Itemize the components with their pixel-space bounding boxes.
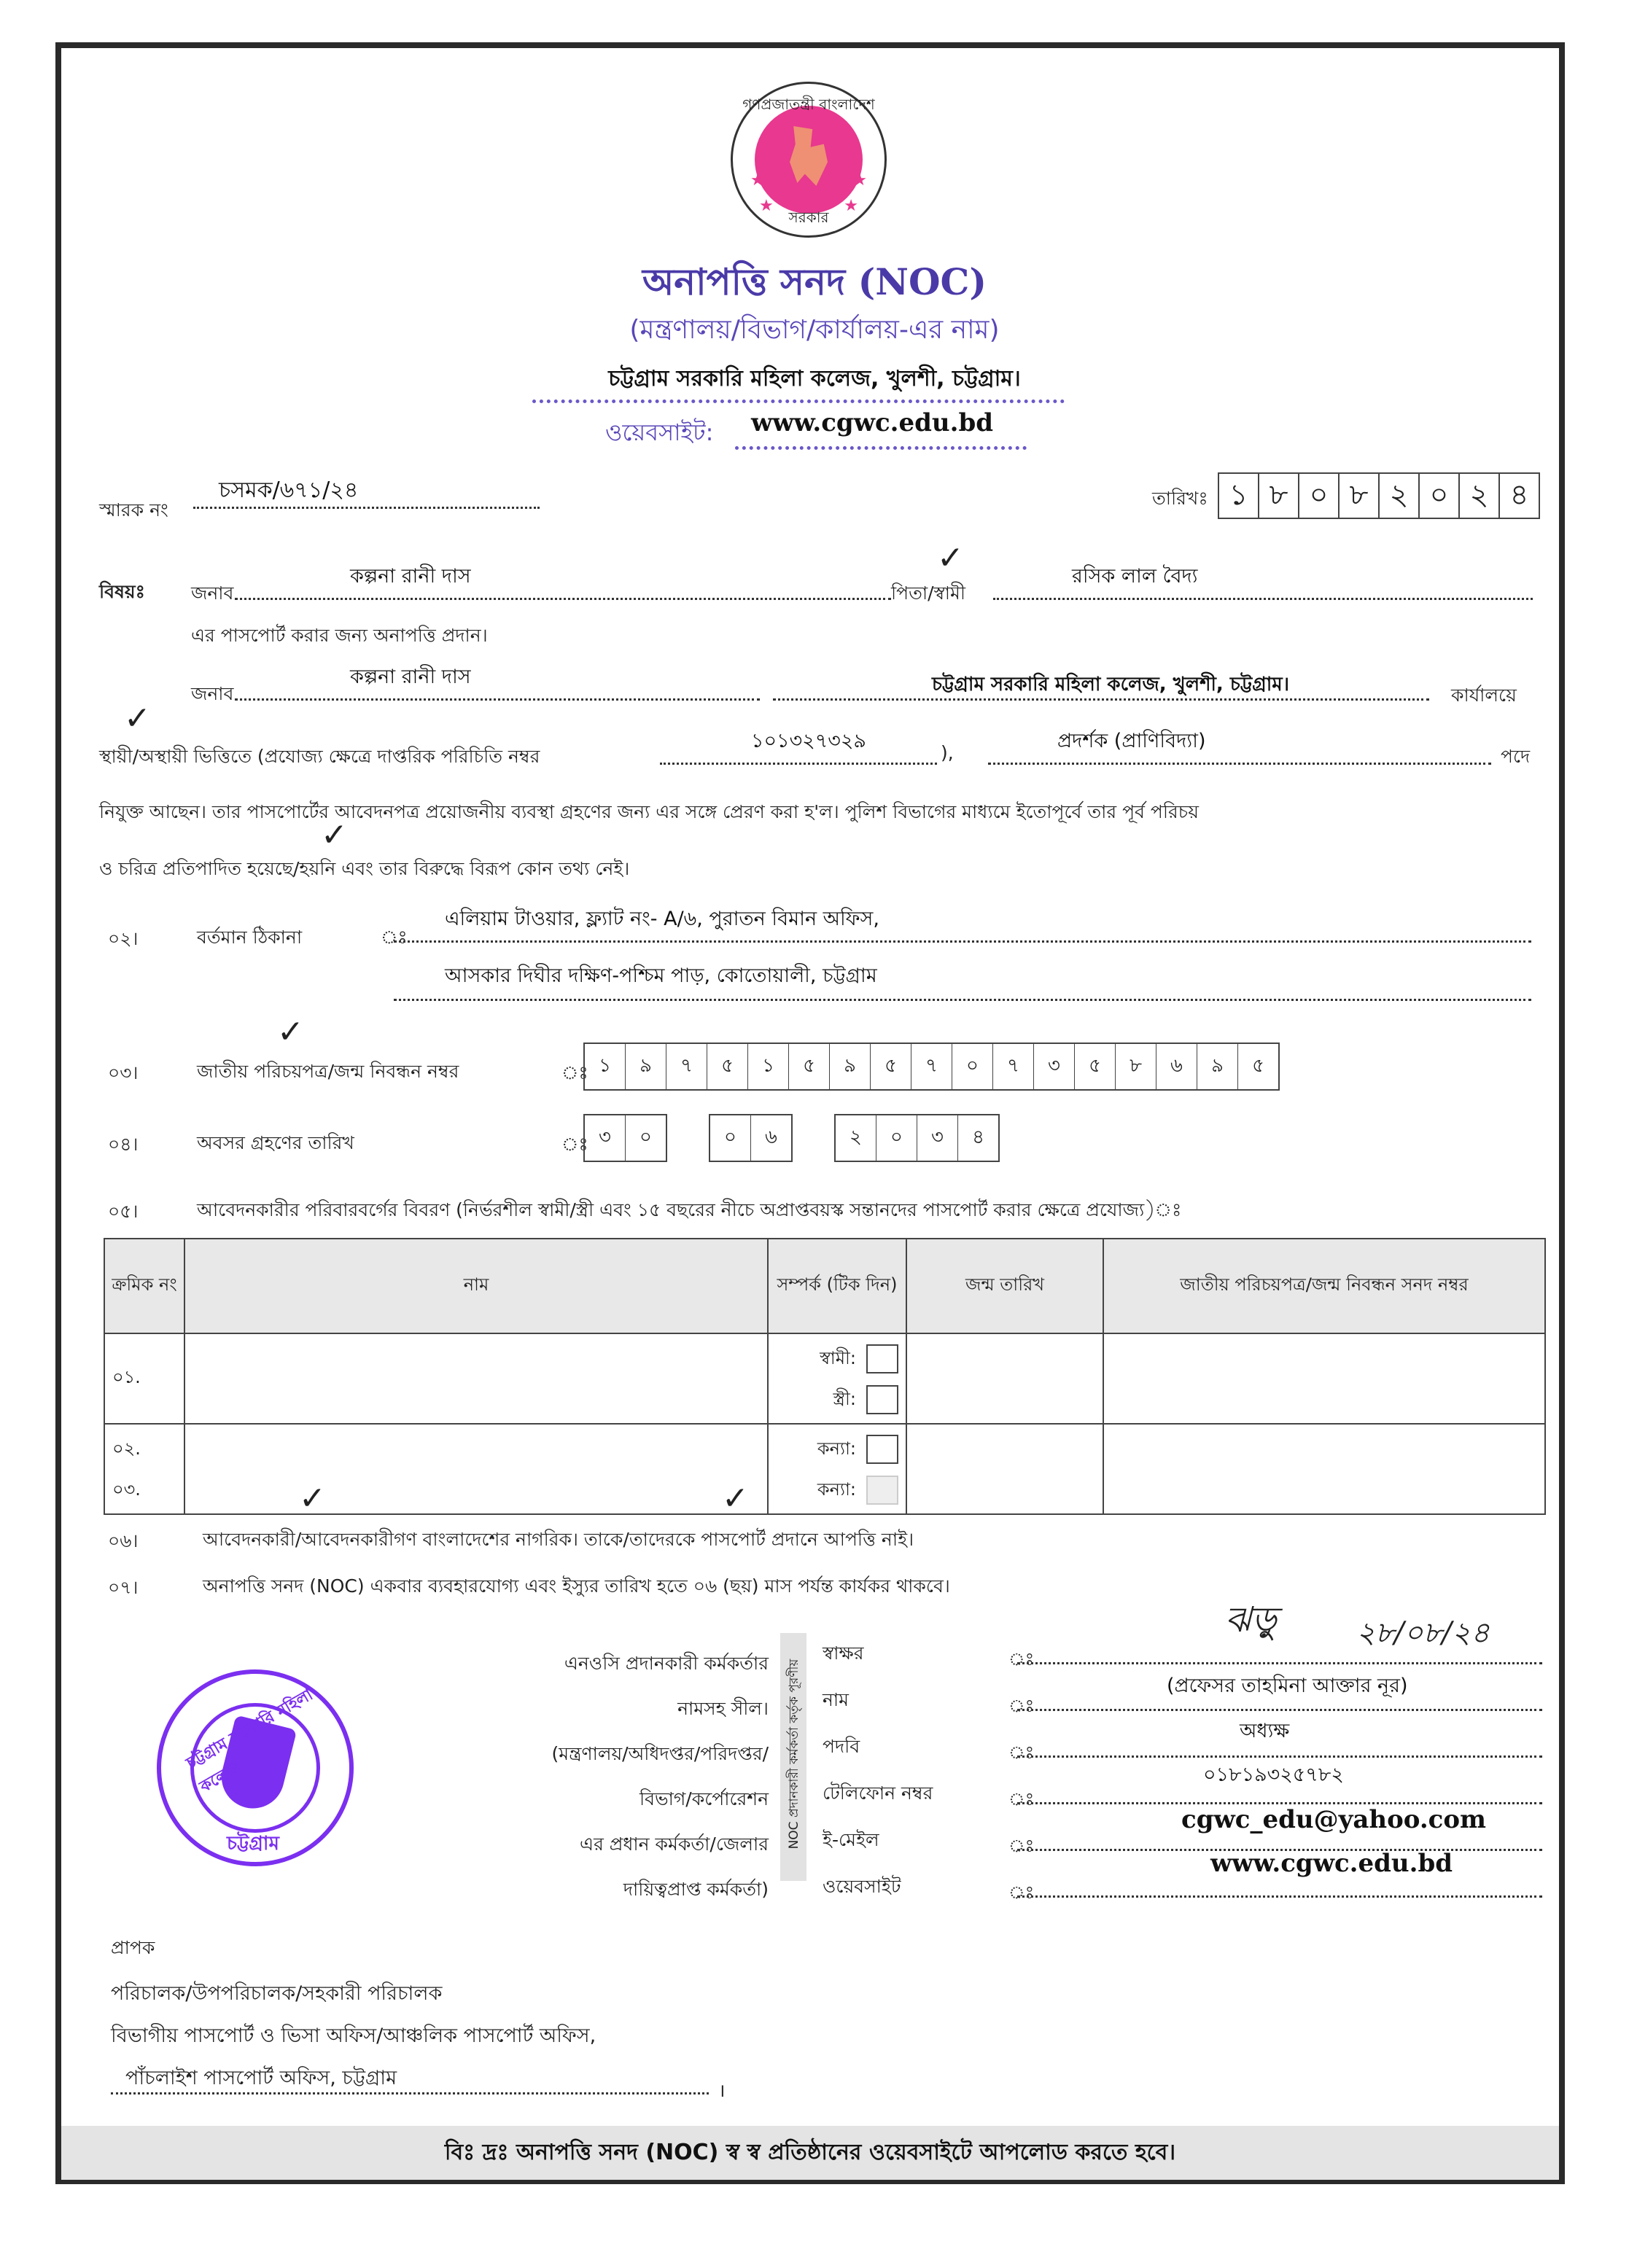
date-digit: ৮ xyxy=(1259,474,1299,518)
field-colon: ঃ xyxy=(1008,1882,1035,1903)
nid-cell[interactable] xyxy=(1103,1333,1545,1424)
retirement-month-boxes xyxy=(709,1114,793,1162)
family-label: আবেদনকারীর পরিবারবর্গের বিবরণ (নির্ভরশীল স্বামী/স্ত্রী এবং ১৫ বছরের নীচে অপ্রাপ্তবয়স্ক সন্তানদের পাসপোর্ট করার ক্ষেত্রে প্রযোজ্য)ঃ xyxy=(197,1199,1182,1220)
nid-digit: ৭ xyxy=(993,1044,1034,1089)
star-icon: ★ xyxy=(852,171,867,190)
body-mr-label: জনাব xyxy=(191,683,234,704)
field-label-phone: টেলিফোন নম্বর xyxy=(823,1782,933,1804)
memo-number: চসমক/৬৭১/২৪ xyxy=(219,478,359,503)
item-number: ০২। xyxy=(108,928,139,949)
nid-digit: ৭ xyxy=(911,1044,952,1089)
date-digit: ৪ xyxy=(1509,478,1529,512)
body-office: চট্টগ্রাম সরকারি মহিলা কলেজ, খুলশী, চট্টগ্রাম। xyxy=(932,674,1290,695)
officer-website: www.cgwc.edu.bd xyxy=(1210,1849,1453,1878)
recipient-line: পাঁচলাইশ পাসপোর্ট অফিস, চট্টগ্রাম xyxy=(125,2067,397,2089)
field-label-signature: স্বাক্ষর xyxy=(823,1642,864,1664)
address-underline-2 xyxy=(394,999,1531,1001)
field-colon: ঃ xyxy=(1008,1836,1035,1856)
sig-left-line: এনওসি প্রদানকারী কর্মকর্তার xyxy=(564,1653,769,1674)
relation-label: স্ত্রী: xyxy=(833,1389,856,1409)
institution-underline xyxy=(532,400,1065,403)
star-icon: ★ xyxy=(750,171,765,190)
date-digit: ০ xyxy=(1420,474,1460,518)
serial-cell xyxy=(104,1333,184,1424)
emblem-ring-bottom: সরকার xyxy=(788,209,829,226)
validity-text: অনাপত্তি সনদ (NOC) একবার ব্যবহারযোগ্য এবং ইস্যুর তারিখ হতে ০৬ (ছয়) মাস পর্যন্ত কার্যকর থাকবে। xyxy=(203,1575,950,1597)
nid-digit: ৫ xyxy=(1252,1055,1264,1077)
relation-checkbox[interactable] xyxy=(866,1435,898,1464)
bangladesh-map-icon xyxy=(790,126,828,186)
check-mark-icon: ✓ xyxy=(299,1480,326,1517)
sig-left-line: এর প্রধান কর্মকর্তা/জেলার xyxy=(580,1834,769,1855)
basis-text: স্থায়ী/অস্থায়ী ভিত্তিতে (প্রযোজ্য ক্ষেত্রে দাপ্তরিক পরিচিতি নম্বর xyxy=(99,746,540,767)
recipient-underline xyxy=(111,2092,709,2094)
item-number: ০৬। xyxy=(108,1530,139,1551)
officer-phone: ০১৮১৯৩২৫৭৮২ xyxy=(1203,1764,1344,1786)
retirement-digit: ০ xyxy=(876,1115,917,1161)
col-dob: জন্ম তারিখ xyxy=(906,1239,1103,1333)
check-mark-icon: ✓ xyxy=(321,817,348,854)
name-cell[interactable] xyxy=(184,1333,768,1424)
item-number: ০৩। xyxy=(108,1062,139,1083)
name-field[interactable] xyxy=(1017,1709,1542,1711)
body-name-underline xyxy=(235,698,760,701)
nid-digit: ৭ xyxy=(666,1044,707,1089)
citizen-text: আবেদনকারী/আবেদনকারীগণ বাংলাদেশের নাগরিক। তাকে/তাদেরকে পাসপোর্ট প্রদানে আপত্তি নাই। xyxy=(203,1529,914,1550)
page-title: অনাপত্তি সনদ (NOC) xyxy=(642,260,987,303)
nid-digit-boxes xyxy=(583,1043,1280,1091)
sig-left-line: (মন্ত্রণালয়/অধিদপ্তর/পরিদপ্তর/ xyxy=(551,1743,769,1764)
address-line-2: আসকার দিঘীর দক্ষিণ-পশ্চিম পাড়, কোতোয়ালী, চট্টগ্রাম xyxy=(445,965,877,987)
nid-digit: ৩ xyxy=(1034,1044,1075,1089)
table-header-row xyxy=(104,1239,1545,1333)
recipient-line: পরিচালক/উপপরিচালক/সহকারী পরিচালক xyxy=(111,1982,443,2005)
field-colon: ঃ xyxy=(1008,1649,1035,1669)
relation-cell xyxy=(768,1424,906,1514)
memo-underline xyxy=(193,507,540,509)
name-cell[interactable] xyxy=(184,1424,768,1514)
page-subtitle: (মন্ত্রণালয়/বিভাগ/কার্যালয়-এর নাম) xyxy=(629,315,1000,345)
retirement-digit: ৩ xyxy=(585,1115,626,1161)
body-line-2: নিযুক্ত আছেন। তার পাসপোর্টের আবেদনপত্র প্রয়োজনীয় ব্যবস্থা গ্রহণের জন্য এর সঙ্গে প্রেরণ করা হ'ল। পুলিশ বিভাগের মাধ্যমে ইতোপূর্বে তার পূর্ব পরিচয় xyxy=(99,801,1200,822)
table-row xyxy=(104,1333,1545,1424)
retirement-colon: ঃ xyxy=(561,1134,588,1155)
retirement-digit: ৩ xyxy=(917,1115,958,1161)
address-label: বর্তমান ঠিকানা xyxy=(197,927,303,948)
footer-note xyxy=(61,2126,1559,2180)
retirement-digit: ৬ xyxy=(765,1126,777,1148)
retirement-digit: ০ xyxy=(710,1115,751,1161)
field-label-name: নাম xyxy=(823,1689,850,1710)
retirement-digit: ০ xyxy=(639,1126,652,1148)
sig-left-line: বিভাগ/কর্পোরেশন xyxy=(639,1788,769,1809)
star-icon: ★ xyxy=(759,197,774,215)
dob-cell[interactable] xyxy=(906,1333,1103,1424)
phone-field[interactable] xyxy=(1017,1802,1542,1804)
nid-digit: ৯ xyxy=(830,1044,871,1089)
field-label-email: ই-মেইল xyxy=(823,1829,879,1850)
website-underline xyxy=(735,446,1027,450)
official-id: ১০১৩২৭৩২৯ xyxy=(751,730,866,752)
nid-digit: ০ xyxy=(952,1044,993,1089)
retirement-digit: ৪ xyxy=(972,1126,984,1148)
item-number: ০৭। xyxy=(108,1577,139,1598)
address-underline-1 xyxy=(394,940,1531,943)
subject-purpose: এর পাসপোর্ট করার জন্য অনাপত্তি প্রদান। xyxy=(191,625,488,646)
designation-field[interactable] xyxy=(1017,1755,1542,1758)
serial-cell xyxy=(104,1424,184,1514)
address-colon: ঃ xyxy=(381,927,408,948)
serial-value: ০১. xyxy=(112,1367,141,1387)
nid-digit: ১ xyxy=(585,1044,626,1089)
retirement-label: অবসর গ্রহণের তারিখ xyxy=(197,1132,354,1153)
officer-email: cgwc_edu@yahoo.com xyxy=(1181,1805,1487,1834)
col-relation: সম্পর্ক (টিক দিন) xyxy=(768,1239,906,1333)
sig-left-line: দায়িত্বপ্রাপ্ত কর্মকর্তা) xyxy=(623,1879,769,1900)
field-colon: ঃ xyxy=(1008,1696,1035,1716)
website-value: www.cgwc.edu.bd xyxy=(751,408,994,437)
office-suffix: কার্যালয়ে xyxy=(1451,685,1517,706)
sig-left-line: নামসহ সীল। xyxy=(677,1698,769,1719)
vertical-strip-text: NOC প্রদানকারী কর্মকর্তা কর্তৃক পূরণীয় xyxy=(787,1659,801,1850)
nid-digit: ৫ xyxy=(1075,1044,1116,1089)
signature-scribble: ঝড়ু xyxy=(1225,1599,1277,1640)
officer-designation: অধ্যক্ষ xyxy=(1240,1720,1290,1742)
date-digit: ২ xyxy=(1380,474,1420,518)
star-icon: ★ xyxy=(844,197,858,215)
website-label: ওয়েবসাইট: xyxy=(605,418,714,446)
handwritten-date: ২৮/০৮/২৪ xyxy=(1356,1616,1490,1650)
relation-checkbox[interactable] xyxy=(866,1385,898,1414)
official-id-underline xyxy=(660,763,937,765)
name-underline xyxy=(235,598,891,600)
item-number: ০৪। xyxy=(108,1134,139,1155)
designation: প্রদর্শক (প্রাণিবিদ্যা) xyxy=(1057,730,1206,752)
date-label: তারিখঃ xyxy=(1152,488,1208,509)
date-digit: ০ xyxy=(1299,474,1340,518)
nid-label: জাতীয় পরিচয়পত্র/জন্ম নিবন্ধন নম্বর xyxy=(197,1061,459,1082)
college-seal xyxy=(157,1669,354,1866)
office-underline xyxy=(773,698,1429,701)
subject-label: বিষয়ঃ xyxy=(99,581,145,602)
nid-digit: ৯ xyxy=(626,1044,666,1089)
footer-note-text: বিঃ দ্রঃ অনাপত্তি সনদ (NOC) স্ব স্ব প্রতিষ্ঠানের ওয়েবসাইটে আপলোড করতে হবে। xyxy=(444,2139,1176,2165)
check-mark-icon: ✓ xyxy=(937,539,964,577)
relation-checkbox[interactable] xyxy=(866,1344,898,1373)
seal-top-text: চট্টগ্রাম সরকারি মহিলা কলেজ xyxy=(183,1686,316,1797)
relation-label: কন্যা: xyxy=(817,1479,856,1500)
family-table xyxy=(104,1238,1546,1515)
date-digit: ১ xyxy=(1219,474,1259,518)
nid-digit: ৫ xyxy=(707,1044,748,1089)
nid-digit: ৯ xyxy=(1197,1044,1238,1089)
nid-digit: ৮ xyxy=(1116,1044,1156,1089)
nid-digit: ১ xyxy=(748,1044,789,1089)
applicant-name: কল্পনা রানী দাস xyxy=(350,565,471,588)
recipient-end-mark: । xyxy=(718,2080,726,2101)
recipient-line: বিভাগীয় পাসপোর্ট ও ভিসা অফিস/আঞ্চলিক পাসপোর্ট অফিস, xyxy=(111,2025,596,2047)
nid-colon: ঃ xyxy=(561,1062,588,1083)
relation-label: স্বামী: xyxy=(820,1348,856,1368)
father-husband-label: পিতা/স্বামী xyxy=(891,582,966,604)
seal-bottom-text: চট্টগ্রাম xyxy=(227,1833,279,1855)
relation-cell xyxy=(768,1333,906,1424)
address-line-1: এলিয়াম টাওয়ার, ফ্ল্যাট নং- A/৬, পুরাতন বিমান অফিস, xyxy=(445,908,879,930)
check-mark-icon: ✓ xyxy=(277,1013,304,1051)
father-husband-value: রসিক লাল বৈদ্য xyxy=(1072,565,1198,588)
father-underline xyxy=(993,598,1533,600)
check-mark-icon: ✓ xyxy=(722,1480,749,1517)
body-applicant-name: কল্পনা রানী দাস xyxy=(350,666,471,688)
subject-mr-label: জনাব xyxy=(191,582,234,604)
retirement-digit: ২ xyxy=(836,1115,876,1161)
body-line-3: ও চরিত্র প্রতিপাদিত হয়েছে/হয়নি এবং তার বিরুদ্ধে বিরূপ কোন তথ্য নেই। xyxy=(99,858,630,879)
post-suffix: পদে xyxy=(1501,746,1531,767)
field-label-website: ওয়েবসাইট xyxy=(823,1876,901,1897)
field-label-designation: পদবি xyxy=(823,1736,860,1757)
nid-digit: ৫ xyxy=(871,1044,911,1089)
field-colon: ঃ xyxy=(1008,1789,1035,1809)
recipient-label: প্রাপক xyxy=(111,1937,155,1958)
field-colon: ঃ xyxy=(1008,1742,1035,1763)
date-digit: ২ xyxy=(1460,474,1500,518)
retirement-day-boxes xyxy=(583,1114,667,1162)
institution-name: চট্টগ্রাম সরকারি মহিলা কলেজ, খুলশী, চট্টগ্রাম। xyxy=(608,366,1021,391)
col-name: নাম xyxy=(184,1239,768,1333)
emblem-ring-top: গণপ্রজাতন্ত্রী বাংলাদেশ xyxy=(742,96,875,113)
signature-field[interactable] xyxy=(1017,1662,1542,1664)
item-number: ০৫। xyxy=(108,1201,139,1222)
check-mark-icon: ✓ xyxy=(124,700,151,737)
designation-underline xyxy=(988,763,1491,765)
nid-cell[interactable] xyxy=(1103,1424,1545,1514)
government-emblem xyxy=(731,82,887,238)
noc-officer-strip xyxy=(780,1633,806,1881)
dob-cell[interactable] xyxy=(906,1424,1103,1514)
serial-value: ০৩. xyxy=(112,1479,141,1500)
nid-digit: ৬ xyxy=(1156,1044,1197,1089)
relation-checkbox[interactable] xyxy=(866,1476,898,1505)
serial-value: ০২. xyxy=(112,1438,141,1459)
nid-digit: ৫ xyxy=(789,1044,830,1089)
website-field[interactable] xyxy=(1017,1895,1542,1898)
date-digit: ৮ xyxy=(1340,474,1380,518)
col-serial: ক্রমিক নং xyxy=(104,1239,184,1333)
official-id-close: ), xyxy=(941,742,954,763)
retirement-year-boxes xyxy=(834,1114,1000,1162)
memo-label: স্মারক নং xyxy=(99,499,168,521)
officer-name: (প্রফেসর তাহমিনা আক্তার নূর) xyxy=(1167,1675,1408,1697)
issue-date-boxes xyxy=(1218,472,1540,519)
col-nid: জাতীয় পরিচয়পত্র/জন্ম নিবন্ধন সনদ নম্বর xyxy=(1103,1239,1545,1333)
relation-label: কন্যা: xyxy=(817,1438,856,1459)
